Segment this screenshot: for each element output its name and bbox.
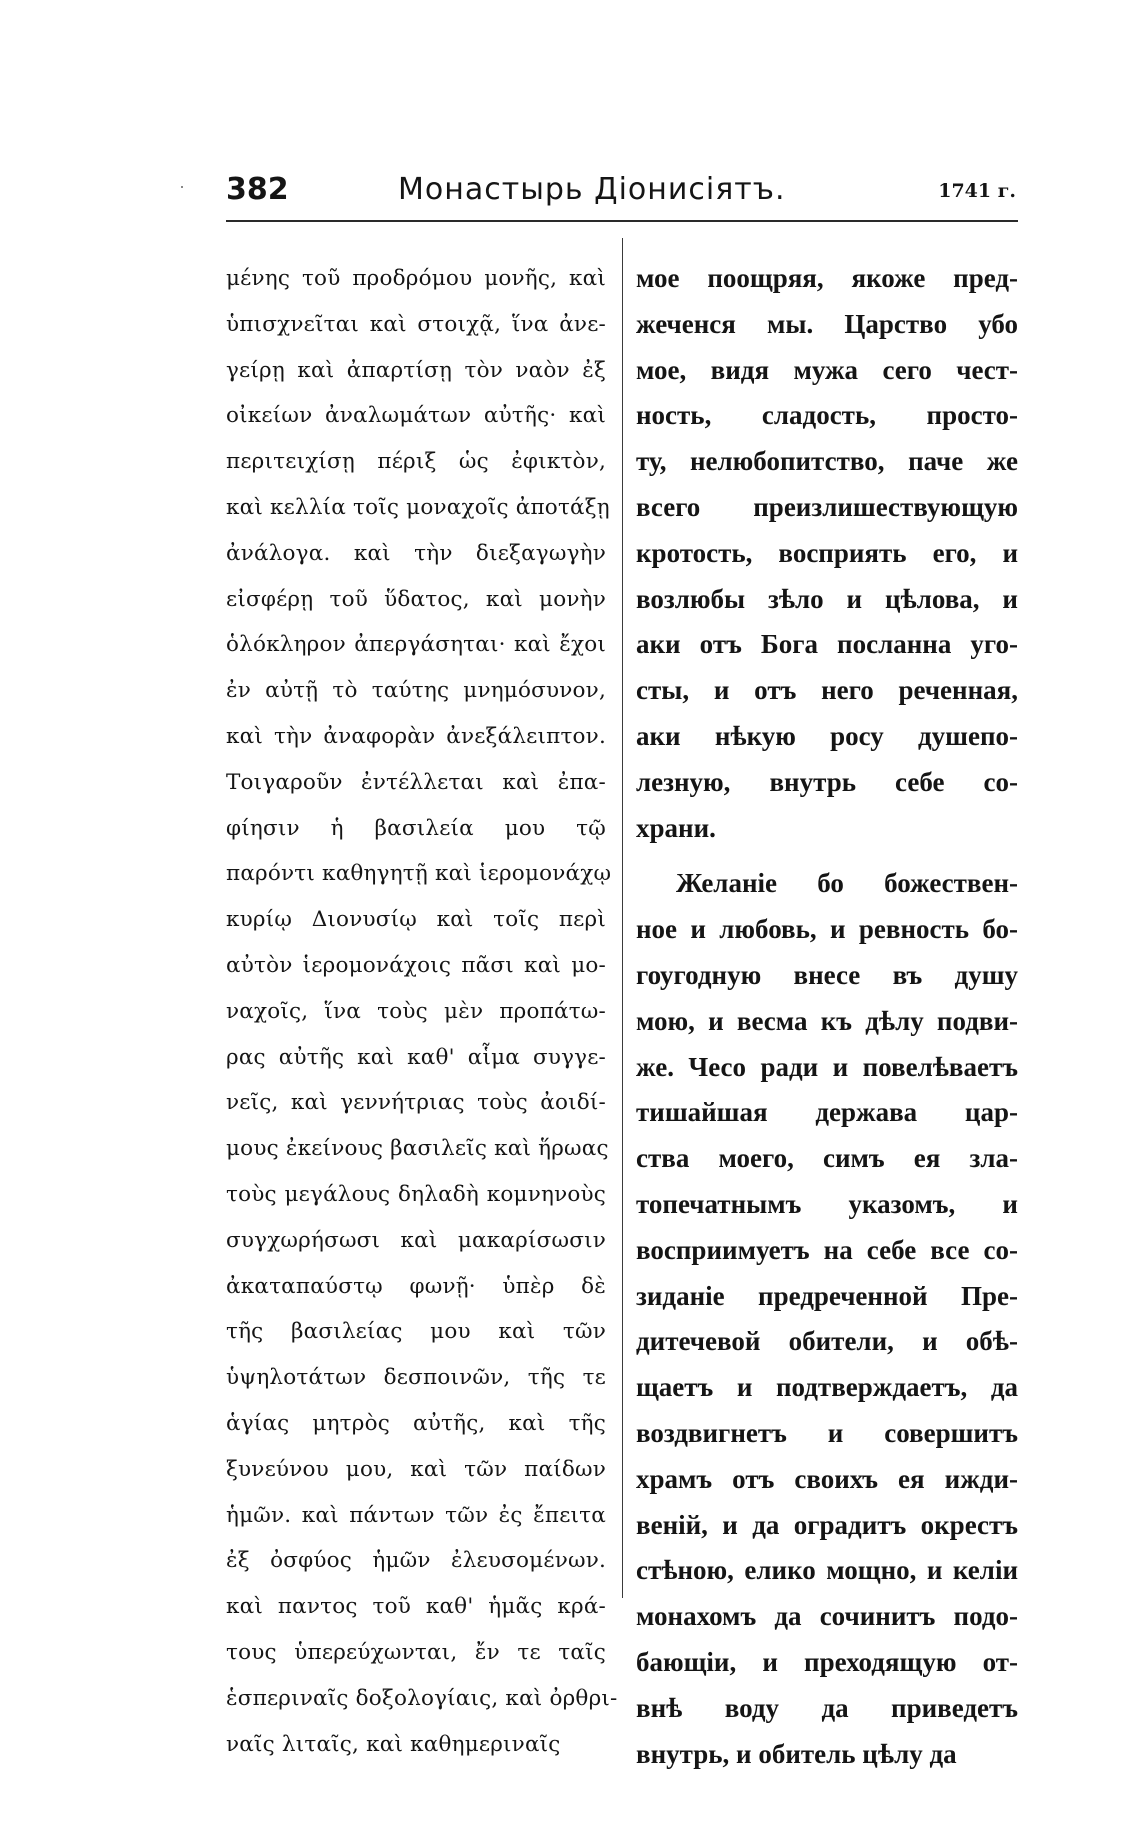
greek-line: ὑψηλοτάτων δεσποινῶν, τῆς τε [226,1365,606,1391]
slavonic-line: гоугодную внесе въ душу [636,959,1018,990]
slavonic-line: ность, сладость, просто- [636,400,1018,431]
slavonic-line: ства моего, симъ ея зла- [636,1143,1018,1174]
slavonic-line: мое поощряя, якоже пред- [636,263,1018,293]
greek-line: ἁγίας μητρὸς αὐτῆς, καὶ τῆς [226,1410,606,1436]
slavonic-line: возлюбы зѣло и цѣлова, и [636,583,1018,614]
slavonic-column [636,256,1018,1777]
greek-line: νεῖς, καὶ γεννήτριας τοὺς ἀοιδί- [226,1090,606,1116]
slavonic-line: Желаніе бо божествен- [676,868,1018,899]
greek-line: αὐτὸν ἱερομονάχοις πᾶσι καὶ μο- [226,952,606,978]
slavonic-line: стѣною, елико мощно, и келіи [636,1555,1018,1586]
greek-line: ἐξ ὀσφύος ἡμῶν ἐλευσομένων. [226,1548,606,1574]
greek-line: οἰκείων ἀναλωμάτων αὐτῆς· καὶ [226,403,606,429]
greek-line: γείρῃ καὶ ἀπαρτίσῃ τὸν ναὸν ἐξ [226,357,606,383]
greek-line: τῆς βασιλείας μου καὶ τῶν [226,1319,606,1345]
slavonic-line: же. Чесо ради и повелѣваетъ [636,1051,1018,1082]
greek-line: καὶ τὴν ἀναφορὰν ἀνεξάλειπτον. [226,723,606,749]
greek-line: ἀνάλογα. καὶ τὴν διεξαγωγὴν [226,540,606,566]
greek-line: μους ἐκείνους βασιλεῖς καὶ ἥρωας [226,1136,609,1162]
slavonic-line: веній, и да оградитъ окрестъ [636,1509,1018,1540]
slavonic-line: храни. [636,812,716,843]
slavonic-line: всего преизлишествующую [636,491,1018,522]
slavonic-line: мое, видя мужа сего чест- [636,354,1018,385]
greek-line: ἐν αὐτῇ τὸ ταύτης μνημόσυνον, [226,678,606,704]
slavonic-line: монахомъ да сочинитъ подо- [636,1601,1018,1632]
slavonic-line: бающіи, и преходящую от- [636,1646,1018,1677]
page-header [226,172,1016,224]
greek-line: φίησιν ἡ βασιλεία μου τῷ [226,815,606,841]
scan-speck [181,186,183,188]
greek-line: τους ὑπερεύχωνται, ἔν τε ταῖς [226,1639,606,1665]
page-number: 382 [226,172,289,207]
greek-line: ξυνεύνου μου, καὶ τῶν παίδων [226,1456,606,1482]
greek-line: ἀκαταπαύστῳ φωνῇ· ὑπὲρ δὲ [226,1273,606,1299]
header-rule [226,220,1018,222]
greek-line: τοὺς μεγάλους δηλαδὴ κομνηνοὺς [226,1181,606,1207]
slavonic-line: топечатнымъ указомъ, и [636,1188,1018,1219]
slavonic-line: сты, и отъ него реченная, [636,675,1018,706]
running-title: Монастырь Діонисіятъ. [398,172,786,207]
slavonic-line: дитечевой обители, и обѣ- [636,1326,1018,1357]
greek-line: ναῖς λιταῖς, καὶ καθημεριναῖς [226,1731,561,1757]
slavonic-line: воздвигнетъ и совершитъ [636,1417,1018,1448]
slavonic-line: кротость, восприять его, и [636,537,1018,568]
slavonic-line: храмъ отъ своихъ ея ижди- [636,1463,1018,1494]
slavonic-line: зиданіе предреченной Пре- [636,1280,1018,1311]
greek-line: κυρίῳ Διονυσίῳ καὶ τοῖς περὶ [226,907,606,933]
greek-line: περιτειχίσῃ πέριξ ὡς ἐφικτὸν, [226,449,606,475]
slavonic-line: щаетъ и подтверждаетъ, да [636,1372,1018,1403]
slavonic-line: ту, нелюбопитство, паче же [636,446,1018,477]
greek-line: ναχοῖς, ἵνα τοὺς μὲν προπάτω- [226,998,606,1024]
greek-line: συγχωρήσωσι καὶ μακαρίσωσιν [226,1227,606,1253]
greek-line: καὶ κελλία τοῖς μοναχοῖς ἀποτάξῃ [226,494,610,520]
slavonic-line: лезную, внутрь себе со- [636,766,1018,797]
greek-line: ἡμῶν. καὶ πάντων τῶν ἐς ἔπειτα [226,1502,606,1528]
greek-line: ὑπισχνεῖται καὶ στοιχᾷ, ἵνα ἀνε- [226,311,606,337]
slavonic-line: внутрь, и обитель цѣлу да [636,1738,957,1769]
greek-line: μένης τοῦ προδρόμου μονῆς, καὶ [226,266,606,291]
greek-line: παρόντι καθηγητῇ καὶ ἱερομονάχῳ [226,861,612,887]
slavonic-line: мою, и весма къ дѣлу подви- [636,1005,1018,1036]
greek-line: ἑσπεριναῖς δοξολογίαις, καὶ ὀρθρι- [226,1685,618,1711]
paragraph-gap [636,851,1018,861]
slavonic-line: аки отъ Бога посланна уго- [636,629,1018,660]
greek-line: εἰσφέρῃ τοῦ ὕδατος, καὶ μονὴν [226,586,606,612]
slavonic-line: восприимуетъ на себе все со- [636,1234,1018,1265]
greek-column [226,256,618,1767]
slavonic-line: аки нѣкую росу душепо- [636,720,1018,751]
slavonic-line: тишайшая держава цар- [636,1097,1018,1128]
slavonic-line: внѣ воду да приведетъ [636,1692,1018,1723]
column-divider [622,238,623,1598]
greek-line: Τοιγαροῦν ἐντέλλεται καὶ ἐπα- [226,769,606,795]
greek-line: ρας αὐτῆς καὶ καθ' αἷμα συγγε- [226,1044,606,1070]
year-label: 1741 г. [938,180,1016,202]
greek-line: ὁλόκληρον ἀπεργάσηται· καὶ ἔχοι [226,632,606,658]
slavonic-line: ное и любовь, и ревность бо- [636,914,1018,945]
greek-line: καὶ παντος τοῦ καθ' ἡμᾶς κρά- [226,1594,606,1620]
slavonic-line: жеченся мы. Царство убо [636,308,1018,339]
